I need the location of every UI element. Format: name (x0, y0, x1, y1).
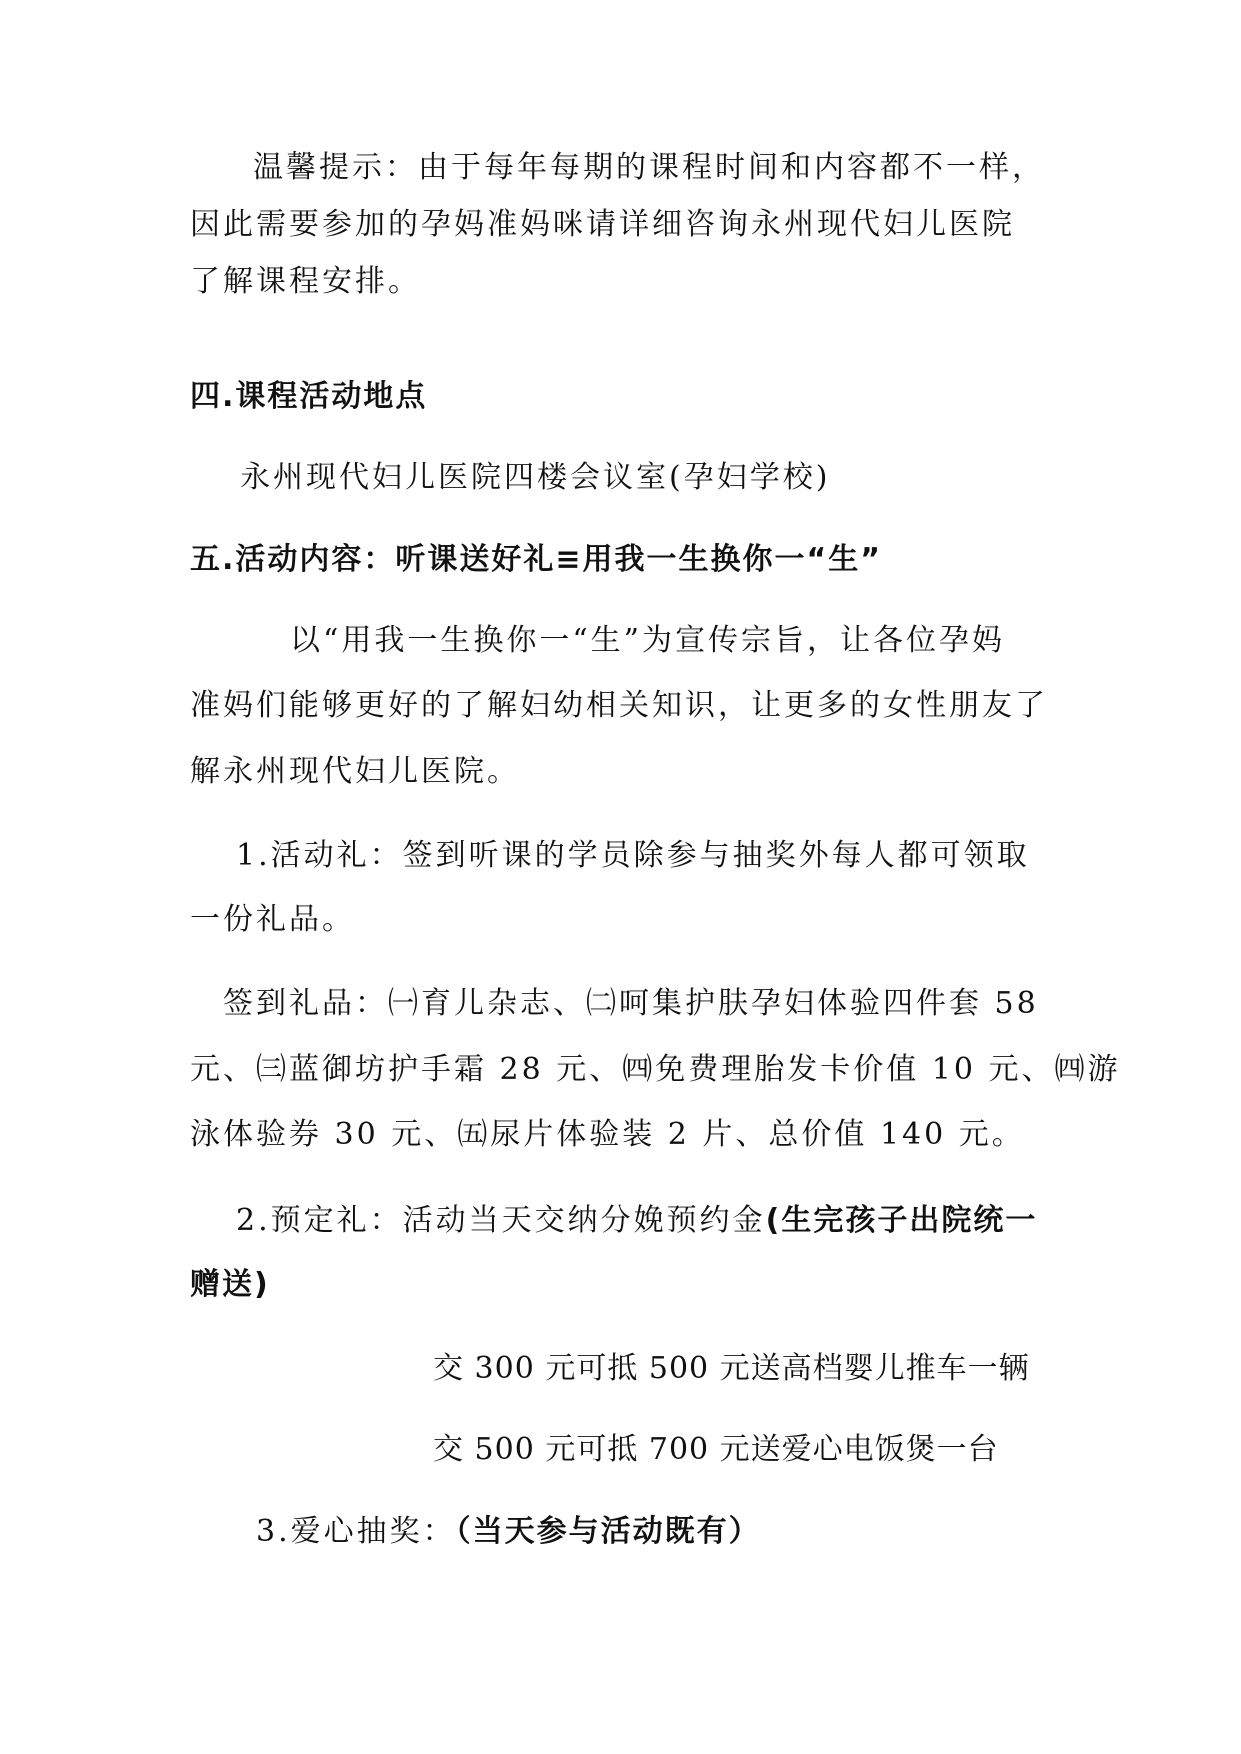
item-3-note: （当天参与活动既有） (455, 1514, 761, 1549)
item-1-line-1: 1.活动礼：签到听课的学员除参与抽奖外每人都可领取 (236, 838, 1030, 873)
offer-line-1: 交 300 元可抵 500 元送高档婴儿推车一辆 (433, 1351, 1030, 1386)
item-2-line-1 (236, 1201, 1037, 1241)
item-3-label: 3.爱心抽奖： (256, 1514, 456, 1549)
offer-line-2: 交 500 元可抵 700 元送爱心电饭煲一台 (433, 1432, 999, 1467)
gifts-line-2: 元、㈢蓝御坊护手霜 28 元、㈣免费理胎发卡价值 10 元、㈣游 (190, 1052, 1121, 1087)
section-5-intro-line-2: 准妈们能够更好的了解妇幼相关知识，让更多的女性朋友了 (190, 688, 1048, 723)
item-1-line-2: 一份礼品。 (190, 902, 355, 937)
section-5-heading: 五.活动内容：听课送好礼≡用我一生换你一“生” (190, 542, 882, 577)
section-5-intro-line-1: 以“用我一生换你一“生”为宣传宗旨，让各位孕妈 (290, 623, 1006, 658)
gifts-line-1: 签到礼品：㈠育儿杂志、㈡呵集护肤孕妇体验四件套 58 (223, 986, 1039, 1021)
item-2-label: 2.预定礼：活动当天交纳分娩预约金 (236, 1203, 766, 1238)
gifts-line-3: 泳体验券 30 元、㈤尿片体验装 2 片、总价值 140 元。 (190, 1117, 1025, 1152)
item-2-note: (生完孩子出院统一 (765, 1203, 1038, 1238)
section-5-intro-line-3: 解永州现代妇儿医院。 (190, 754, 520, 789)
tip-line-1: 温馨提示：由于每年每期的课程时间和内容都不一样， (253, 150, 1045, 185)
section-4-heading: 四.课程活动地点 (190, 379, 428, 414)
tip-line-3: 了解课程安排。 (190, 264, 421, 299)
tip-line-2: 因此需要参加的孕妈准妈咪请详细咨询永州现代妇儿医院 (190, 207, 1015, 242)
item-2-line-2: 赠送) (190, 1267, 270, 1302)
item-3-line (256, 1512, 761, 1552)
section-4-location: 永州现代妇儿医院四楼会议室(孕妇学校) (240, 460, 831, 495)
